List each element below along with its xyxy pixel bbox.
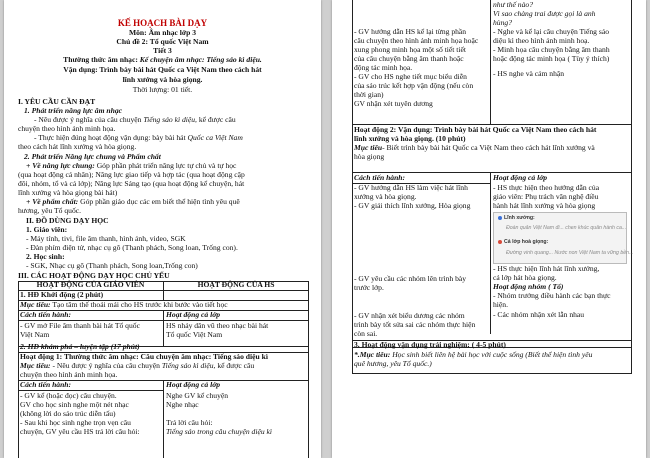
lyrics-text-1: Đoàn quân Việt Nam đi... chen khúc quân hành ca... bbox=[506, 225, 627, 231]
activity1-goal-b: Tiếng sáo kì diệu, bbox=[161, 361, 216, 370]
p2-student-3: hùng? bbox=[493, 18, 512, 27]
warmup-goal-text: Tạo tâm thế thoải mái cho HS trước khi bước vào tiết học bbox=[50, 300, 228, 309]
activity1-teacher-5: chuyện, GV yêu cầu HS trả lời câu hỏi: bbox=[20, 427, 140, 436]
warmup-title: 1. HĐ Khởi động (2 phút) bbox=[20, 290, 104, 299]
p2-teacher-2: câu chuyện theo hình ảnh minh họa hoặc bbox=[354, 36, 479, 45]
activity2-student-6: - Nhóm trưởng điều hành các bạn thực bbox=[493, 291, 611, 300]
activity2-student-2: giáo viên: Phụ trách văn nghệ điều bbox=[493, 192, 599, 201]
activity1-teacher-3: (không lời do sáo trúc diễn tấu) bbox=[20, 409, 116, 418]
activity1-goal-a: - Nêu được ý nghĩa của câu chuyện bbox=[50, 361, 162, 370]
activity2-teacher-4: - GV yêu cầu các nhóm lên trình bày bbox=[354, 274, 467, 283]
s1-line1-a: - Nêu được ý nghĩa của câu chuyện bbox=[34, 115, 144, 124]
section2-heading: II. ĐỒ DÙNG DẠY HỌC bbox=[26, 216, 109, 225]
activity3-goal-2: quê hương, yêu Tổ quốc.) bbox=[354, 359, 432, 368]
activity2-goal-1 bbox=[354, 144, 595, 153]
s2-line1-b: Góp phần phát triển năng lực tự chủ và tự học bbox=[94, 161, 237, 170]
s1-line1-b: Tiếng sáo kì diệu, bbox=[143, 115, 197, 124]
p2-teacher-4: của câu chuyện bằng âm thanh hoặc bbox=[354, 54, 464, 63]
p2-teacher-3: xung phong minh họa một số tiết tiết bbox=[354, 45, 467, 54]
topic-line: Chủ đề 2: Tổ quốc Việt Nam bbox=[116, 37, 209, 46]
activity1-how-label: Cách tiến hành: bbox=[20, 380, 72, 389]
activity2-teacher-2: xướng và hòa giọng. bbox=[354, 192, 417, 201]
col-student-header: HOẠT ĐỘNG CỦA HS bbox=[197, 280, 275, 289]
activity2-teacher-6: - GV nhận xét biểu dương các nhóm bbox=[354, 311, 465, 320]
p2-student-4: - Nghe và kể lại câu chuyện Tiếng sáo bbox=[493, 27, 609, 36]
warmup-group-label: Hoạt động cả lớp bbox=[166, 310, 221, 319]
activity1-student-3: Trả lời câu hỏi: bbox=[166, 418, 213, 427]
s2-line1-a: + Về năng lực chung: bbox=[26, 161, 95, 170]
activity1-goal-label: Mục tiêu: bbox=[20, 361, 51, 370]
section2-sub1: 1. Giáo viên: bbox=[26, 225, 68, 234]
activity2-goal-2: hòa giọng bbox=[354, 152, 385, 161]
activity2-goal-label: Mục tiêu bbox=[354, 143, 383, 152]
p2-teacher-8: thời gian) bbox=[354, 90, 384, 99]
period-line: Tiết 3 bbox=[153, 46, 172, 55]
activity3-title: 3. Hoạt động vận dụng trải nghiệm: ( 4-5 phút) bbox=[354, 340, 506, 349]
lyrics-label-2 bbox=[498, 239, 548, 245]
content1-prefix: Thường thức âm nhạc: bbox=[63, 55, 140, 64]
activity2-group2-label: Hoạt động nhóm ( Tổ) bbox=[493, 282, 564, 291]
p2-student-7: hoặc động tác minh họa ( Tùy ý thích) bbox=[493, 54, 610, 63]
s2-line2: (qua hoạt động cá nhân); Năng lực giao tiếp và hợp tác (qua hoạt động cặp bbox=[18, 170, 245, 179]
activity1-student-1: Nghe GV kể chuyện bbox=[166, 391, 229, 400]
p2-student-6: - Minh họa câu chuyện bằng âm thanh bbox=[493, 45, 610, 54]
s2-line5-a: + Về phẩm chất: bbox=[26, 197, 79, 206]
content2-line1: Vận dụng: Trình bày bài hát Quốc ca Việt Nam theo cách hát bbox=[63, 65, 262, 74]
p2-student-2: Vì sao chàng trai được gọi là anh bbox=[493, 9, 596, 18]
lesson-plan-title: KẾ HOẠCH BÀI DẠY bbox=[117, 18, 208, 28]
s1-line4: theo cách hát lĩnh xướng và hòa giọng. bbox=[18, 142, 137, 151]
p2-student-8: - HS nghe và cảm nhận bbox=[493, 69, 565, 78]
document-page-2 bbox=[332, 0, 646, 458]
activity1-student-4: Tiếng sáo trong câu chuyện diệu kì bbox=[166, 427, 273, 436]
s1-line2: chuyện theo hình ảnh minh họa. bbox=[18, 124, 116, 133]
s2-line4: lĩnh xướng và hòa giọng bài hát) bbox=[18, 188, 118, 197]
s2-line6: hương, yêu Tổ quốc. bbox=[18, 206, 82, 215]
s3-line3: - SGK, Nhạc cụ gõ (Thanh phách, Song loan,Trống con) bbox=[26, 261, 198, 270]
activity2-teacher-7: trình bày tốt sửa sai các nhóm thực hiện bbox=[354, 320, 476, 329]
lyrics-label-2-text: Cả lớp hoà giọng: bbox=[504, 239, 549, 245]
activity2-teacher-1: - GV hướng dẫn HS làm việc hát lĩnh bbox=[354, 183, 468, 192]
activity1-group-label: Hoạt động cả lớp bbox=[166, 380, 221, 389]
duration-line: Thời lượng: 01 tiết. bbox=[132, 85, 193, 94]
lyrics-screenshot bbox=[493, 212, 634, 264]
activity1-teacher-4: - Sau khi học sinh nghe trọn vẹn câu bbox=[20, 418, 131, 427]
activity1-teacher-2: GV cho học sinh nghe một nét nhạc bbox=[20, 400, 129, 409]
s2-line3: đôi, nhóm, tổ và cả lớp); Năng lực Sáng tạo (qua hoạt động kể chuyện, hát bbox=[18, 179, 245, 188]
warmup-how-label: Cách tiến hành: bbox=[20, 310, 72, 319]
s1-line1-c: kể được câu bbox=[196, 115, 236, 124]
s3-line1: - Máy tính, tivi, file âm thanh, hình ảnh, video, SGK bbox=[26, 234, 186, 243]
activity1-title: Hoạt động 1: Thường thức âm nhạc: Câu chuyện âm nhạc: Tiếng sáo diệu kì bbox=[20, 352, 268, 361]
bullet-icon bbox=[498, 240, 502, 244]
p2-student-5: diệu kì theo hình ảnh minh hoạ. bbox=[493, 36, 590, 45]
lyrics-text-2: Đường vinh quang... Nước non Việt Nam ta vững bền... bbox=[506, 250, 634, 256]
content1-italic: Kể chuyện âm nhạc: Tiếng sáo kì diệu. bbox=[139, 55, 262, 64]
section3-heading: III. CÁC HOẠT ĐỘNG DẠY HỌC CHỦ YẾU bbox=[18, 271, 170, 280]
lyrics-label-1 bbox=[498, 215, 535, 221]
activity2-how-label: Cách tiến hành: bbox=[354, 173, 406, 182]
warmup-goal-label: Mục tiêu: bbox=[20, 300, 51, 309]
section1-sub2: 2. Phát triển Năng lực chung và Phẩm chất bbox=[24, 152, 161, 161]
activity3-goal-label: *.Mục tiêu: bbox=[354, 350, 391, 359]
explore-title: 2. HĐ khám phá – luyện tập (17 phút) bbox=[20, 342, 140, 351]
activity1-student-2: Nghe nhạc bbox=[166, 400, 199, 409]
activity2-student-4: - HS thực hiện lĩnh hát lĩnh xướng, bbox=[493, 264, 600, 273]
content1-line bbox=[4, 56, 321, 65]
p2-teacher-6: - GV cho HS nghe tiết mục biểu diễn bbox=[354, 72, 467, 81]
p2-teacher-7: của sáo trúc kết hợp vận động (nếu còn bbox=[354, 81, 474, 90]
activity2-title-2: lĩnh xướng và hòa giọng. (10 phút) bbox=[354, 134, 466, 143]
section1-sub1: 1. Phát triển năng lực âm nhạc bbox=[24, 106, 123, 115]
lyrics-label-1-text: Lĩnh xướng: bbox=[504, 215, 535, 221]
activity2-group-label: Hoạt động cả lớp bbox=[493, 173, 548, 182]
activity2-student-8: - Các nhóm nhận xét lẫn nhau bbox=[493, 310, 585, 319]
s1-line3-a: - Thực hiện đúng hoạt động vận dụng: bày bài hát bbox=[34, 133, 188, 142]
content2-line2: lĩnh xướng và hòa giọng. bbox=[122, 75, 203, 84]
activity2-goal-text: - Biết trình bày bài hát Quốc ca Việt Nam theo cách hát lĩnh xướng và bbox=[382, 143, 595, 152]
s3-line2: - Đàn phím điện tử, nhạc cụ gõ (Thanh phách, Song loan, Trống con). bbox=[26, 243, 238, 252]
s2-line5-b: Góp phần giáo dục các em biết thể hiện tình yêu quê bbox=[78, 197, 240, 206]
subject-line: Môn: Âm nhạc lớp 3 bbox=[128, 28, 197, 37]
activity2-title-1: Hoạt động 2: Vận dụng: Trình bày bài hát Quốc ca Việt Nam theo cách hát bbox=[354, 125, 597, 134]
bullet-icon bbox=[498, 216, 502, 220]
document-page-1 bbox=[4, 0, 321, 458]
activity2-teacher-5: trước lớp. bbox=[354, 283, 384, 292]
p2-teacher-9: GV nhận xét tuyên dương bbox=[354, 99, 433, 108]
warmup-teacher-1: - GV mở File âm thanh bài hát Tổ quốc bbox=[20, 321, 140, 330]
activity2-student-1: - HS thực hiện theo hướng dẫn của bbox=[493, 183, 600, 192]
p2-student-1: như thế nào? bbox=[493, 0, 533, 9]
activity1-teacher-1: - GV kể (hoặc đọc) câu chuyện. bbox=[20, 391, 117, 400]
col-teacher-header: HOẠT ĐỘNG CỦA GIÁO VIÊN bbox=[36, 280, 145, 289]
activity2-teacher-3: - GV giải thích lĩnh xướng, Hòa giọng bbox=[354, 201, 471, 210]
warmup-student-1: HS nhảy dân vũ theo nhạc bài hát bbox=[166, 321, 269, 330]
s1-line3-b: Quốc ca Việt Nam bbox=[187, 133, 243, 142]
warmup-student-2: Tổ quốc Việt Nam bbox=[166, 330, 223, 339]
section2-sub2: 2. Học sinh: bbox=[26, 252, 65, 261]
activity1-goal-2: chuyện theo hình ảnh minh họa. bbox=[20, 370, 118, 379]
activity2-student-5: cả lớp hát hòa giọng. bbox=[493, 273, 557, 282]
warmup-goal bbox=[20, 301, 228, 310]
section1-heading: I. YÊU CẦU CẦN ĐẠT bbox=[18, 97, 96, 106]
activity2-teacher-8: còn sai. bbox=[354, 329, 378, 338]
p2-teacher-5: động tác minh họa. bbox=[354, 63, 413, 72]
activity3-goal-text: Học sinh biết liên hệ bài học với cuộc sống (Biết thể hiện tình yêu bbox=[390, 350, 593, 359]
activity2-student-3: hành hát lĩnh xướng và hòa giọng bbox=[493, 201, 596, 210]
p2-teacher-1: - GV hướng dẫn HS kể lại từng phần bbox=[354, 27, 467, 36]
activity1-goal-c: kể được câu bbox=[215, 361, 255, 370]
warmup-teacher-2: Việt Nam bbox=[20, 330, 50, 339]
activity2-student-7: hiện. bbox=[493, 300, 508, 309]
